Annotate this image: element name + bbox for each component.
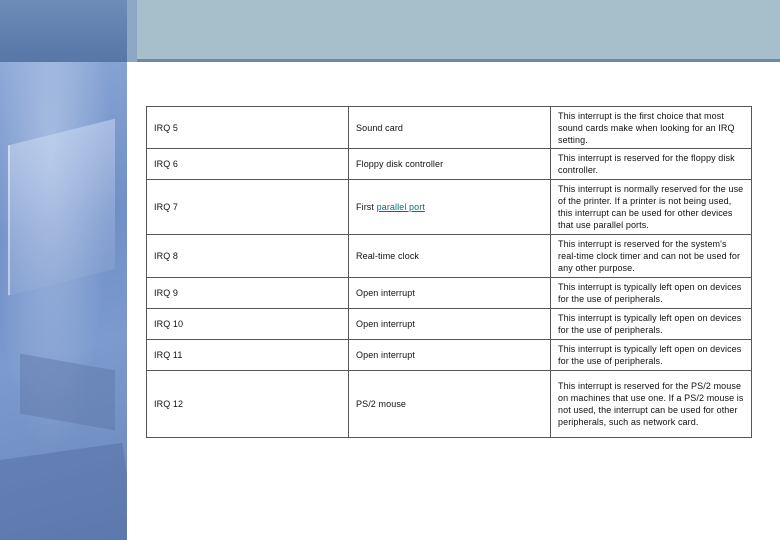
sidebar-monitor-graphic xyxy=(8,119,115,296)
table-row xyxy=(147,371,752,438)
table-row xyxy=(147,340,752,371)
irq-table xyxy=(146,106,752,438)
sidebar-decorative-image xyxy=(0,62,127,540)
header-banner-left xyxy=(0,0,137,62)
device-cell: Sound card xyxy=(349,107,551,149)
description-cell: This interrupt is normally reserved for the use of the printer. If a printer is not being used, this interrupt can be used for other devices that use parallel ports. xyxy=(551,180,752,235)
device-cell: Floppy disk controller xyxy=(349,149,551,180)
device-cell: PS/2 mouse xyxy=(349,371,551,438)
description-cell: This interrupt is reserved for the system's real-time clock timer and can not be used for any other purpose. xyxy=(551,235,752,278)
irq-cell: IRQ 10 xyxy=(147,309,349,340)
device-prefix: First xyxy=(356,202,377,212)
device-cell: Open interrupt xyxy=(349,278,551,309)
description-cell: This interrupt is typically left open on devices for the use of peripherals. xyxy=(551,309,752,340)
device-cell xyxy=(349,180,551,235)
header-banner xyxy=(137,0,780,59)
table-row xyxy=(147,309,752,340)
description-cell: This interrupt is reserved for the floppy disk controller. xyxy=(551,149,752,180)
parallel-port-link[interactable]: parallel port xyxy=(376,202,425,212)
table-row xyxy=(147,278,752,309)
device-cell: Real-time clock xyxy=(349,235,551,278)
irq-cell: IRQ 7 xyxy=(147,180,349,235)
description-cell: This interrupt is the first choice that most sound cards make when looking for an IRQ setting. xyxy=(551,107,752,149)
table-row xyxy=(147,180,752,235)
irq-cell: IRQ 5 xyxy=(147,107,349,149)
table-row xyxy=(147,235,752,278)
irq-cell: IRQ 6 xyxy=(147,149,349,180)
table-row xyxy=(147,107,752,149)
irq-cell: IRQ 8 xyxy=(147,235,349,278)
device-cell: Open interrupt xyxy=(349,309,551,340)
description-cell: This interrupt is typically left open on devices for the use of peripherals. xyxy=(551,340,752,371)
irq-cell: IRQ 9 xyxy=(147,278,349,309)
description-cell: This interrupt is reserved for the PS/2 mouse on machines that use one. If a PS/2 mouse is not used, the interrupt can be used for other peripherals, such as network card. xyxy=(551,371,752,438)
device-cell: Open interrupt xyxy=(349,340,551,371)
description-cell: This interrupt is typically left open on devices for the use of peripherals. xyxy=(551,278,752,309)
header-banner-divider xyxy=(127,0,137,62)
sidebar-keyboard-graphic xyxy=(20,354,115,431)
sidebar-shadow-graphic xyxy=(0,443,127,540)
irq-cell: IRQ 11 xyxy=(147,340,349,371)
header-rule xyxy=(137,59,780,62)
table-row xyxy=(147,149,752,180)
irq-cell: IRQ 12 xyxy=(147,371,349,438)
